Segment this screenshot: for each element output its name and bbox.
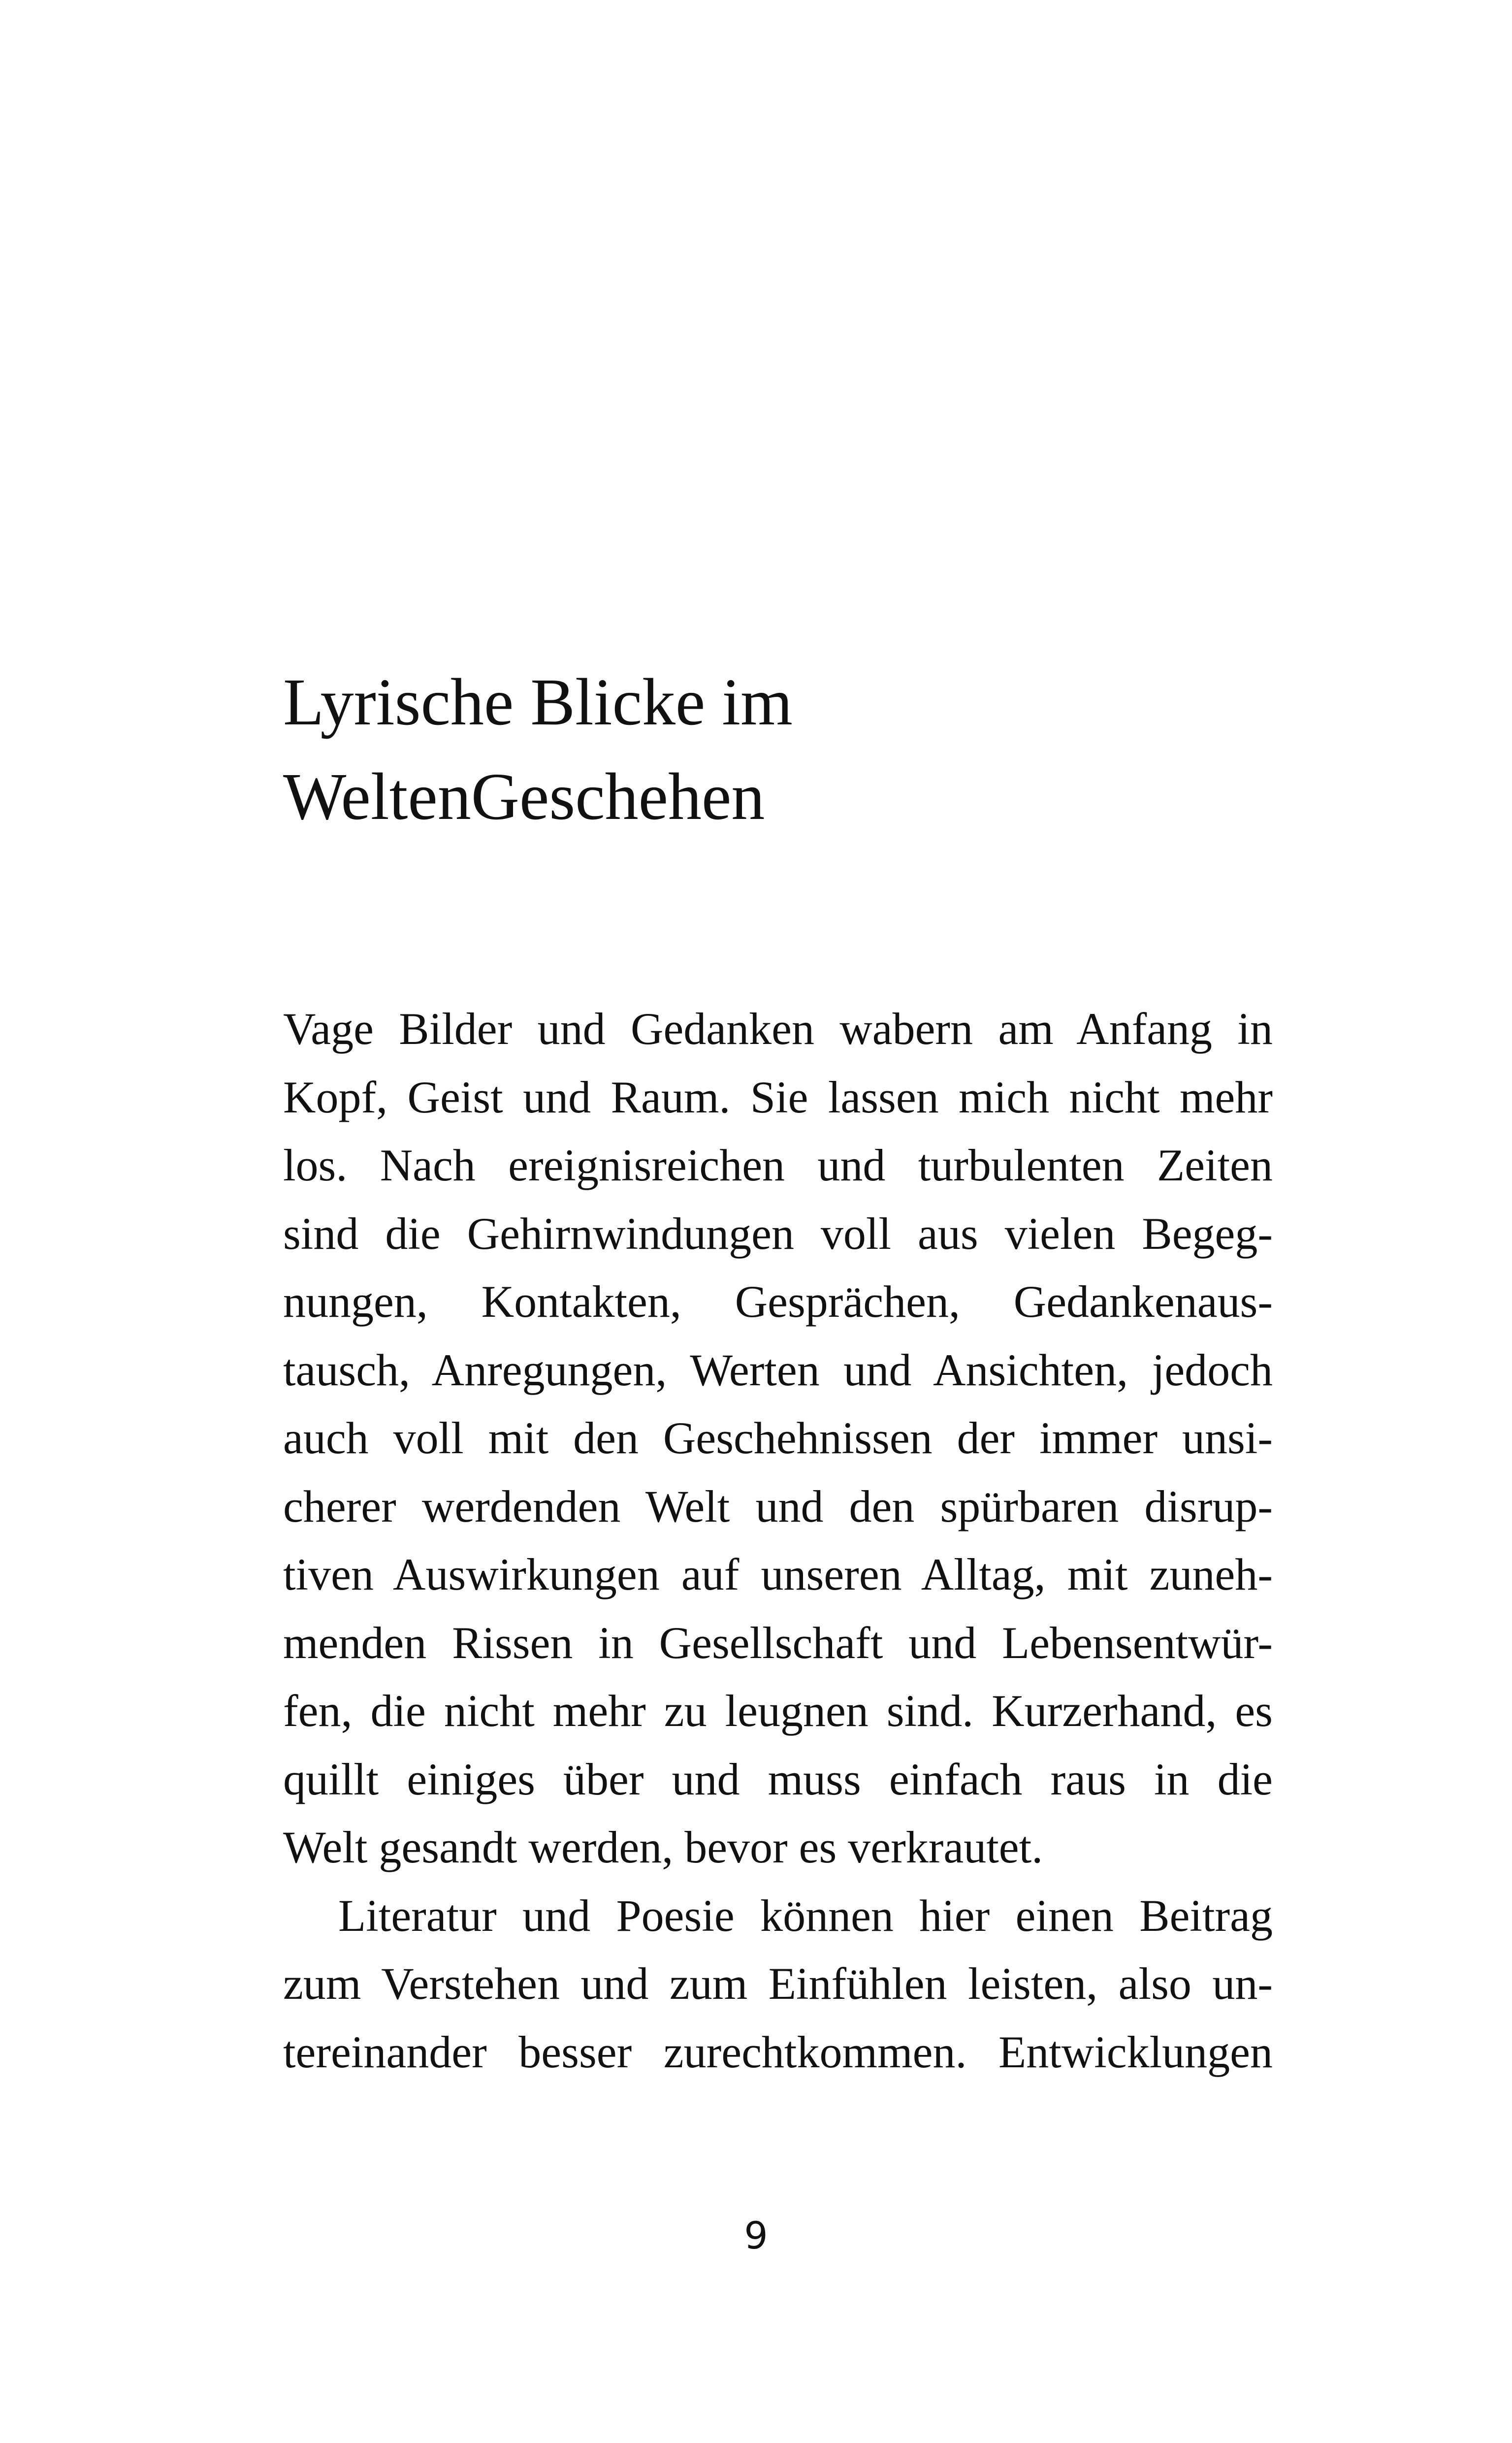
text-line: los. Nach ereignisreichen und turbulenten Zeiten bbox=[283, 1140, 1273, 1190]
text-line: tereinander besser zurechtkommen. Entwicklungen bbox=[283, 2026, 1273, 2077]
paragraph bbox=[283, 995, 1273, 1882]
text-line: menden Rissen in Gesellschaft und Lebensentwür- bbox=[283, 1617, 1273, 1668]
text-line: auch voll mit den Geschehnissen der immer unsi- bbox=[283, 1413, 1273, 1463]
paragraph bbox=[283, 1882, 1273, 2086]
text-line: zum Verstehen und zum Einfühlen leisten, also un- bbox=[283, 1958, 1273, 2009]
chapter-title bbox=[283, 655, 1268, 844]
text-line: nungen, Kontakten, Gesprächen, Gedankenaus- bbox=[283, 1276, 1273, 1327]
text-line: tausch, Anregungen, Werten und Ansichten, jedoch bbox=[283, 1344, 1273, 1395]
chapter-title-line: WeltenGeschehen bbox=[283, 760, 765, 834]
body-text bbox=[283, 995, 1273, 2086]
text-line: Literatur und Poesie können hier einen Beitrag bbox=[338, 1890, 1273, 1941]
page-number: 9 bbox=[744, 2214, 768, 2257]
text-line: Kopf, Geist und Raum. Sie lassen mich nicht mehr bbox=[283, 1072, 1273, 1122]
chapter-title-line: Lyrische Blicke im bbox=[283, 665, 793, 739]
text-line: Welt gesandt werden, bevor es verkrautet. bbox=[283, 1822, 1043, 1872]
text-line: cherer werdenden Welt und den spürbaren disrup- bbox=[283, 1481, 1273, 1531]
text-line: tiven Auswirkungen auf unseren Alltag, mit zuneh- bbox=[283, 1549, 1273, 1599]
text-line: fen, die nicht mehr zu leugnen sind. Kurzerhand, es bbox=[283, 1686, 1273, 1736]
text-line: quillt einiges über und muss einfach raus in die bbox=[283, 1754, 1273, 1804]
text-line: sind die Gehirnwindungen voll aus vielen Begeg- bbox=[283, 1208, 1273, 1259]
text-line: Vage Bilder und Gedanken wabern am Anfang in bbox=[283, 1004, 1273, 1054]
